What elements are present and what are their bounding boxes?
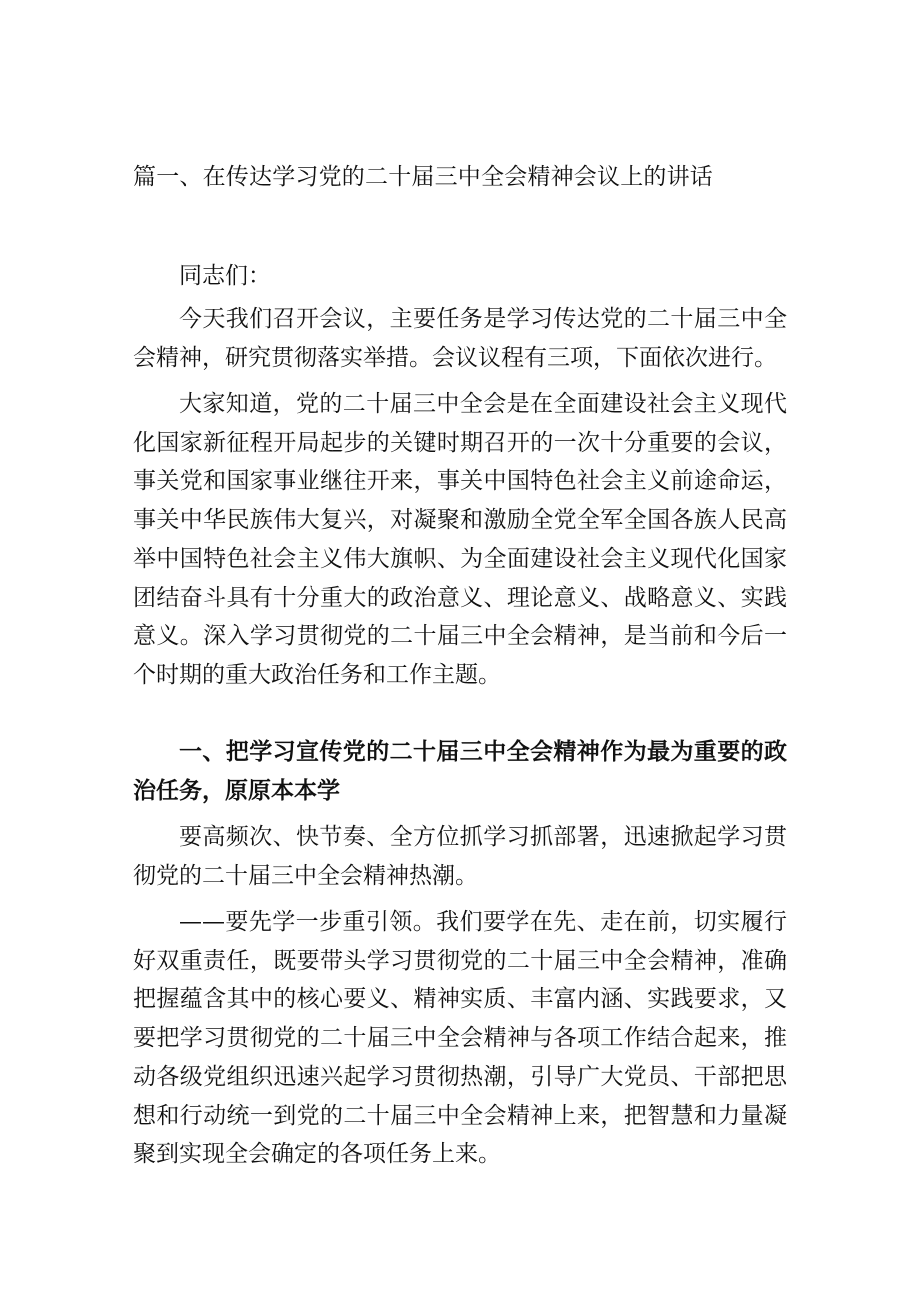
paragraph-lead-first: ——要先学一步重引领。我们要学在先、走在前，切实履行好双重责任，既要带头学习贯彻党的二十届三中全会精神，准确把握蕴含其中的核心要义、精神实质、丰富内涵、实践要求，又要把学习贯彻党的二十届三中全会精神与各项工作结合起来，推动各级党组织迅速兴起学习贯彻热潮，引导广大党员、干部把思想和行动统一到党的二十届三中全会精神上来，把智慧和力量凝聚到实现全会确定的各项任务上来。 — [133, 909, 787, 1168]
document-title: 篇一、在传达学习党的二十届三中全会精神会议上的讲话 — [133, 164, 713, 190]
paragraph-study-deployment: 要高频次、快节奏、全方位抓学习抓部署，迅速掀起学习贯彻党的二十届三中全会精神热潮。 — [133, 824, 787, 889]
paragraph-significance: 大家知道，党的二十届三中全会是在全面建设社会主义现代化国家新征程开局起步的关键时期召开的一次十分重要的会议，事关党和国家事业继往开来，事关中国特色社会主义前途命运，事关中华民族伟大复兴，对凝聚和激励全党全军全国各族人民高举中国特色社会主义伟大旗帜、为全面建设社会主义现代化国家团结奋斗具有十分重大的政治意义、理论意义、战略意义、实践意义。深入学习贯彻党的二十届三中全会精神，是当前和今后一个时期的重大政治任务和工作主题。 — [133, 391, 787, 688]
section-heading: 一、把学习宣传党的二十届三中全会精神作为最为重要的政治任务，原原本本学 — [133, 739, 787, 804]
paragraph-intro: 今天我们召开会议，主要任务是学习传达党的二十届三中全会精神，研究贯彻落实举措。会议议程有三项，下面依次进行。 — [133, 306, 787, 371]
greeting: 同志们： — [179, 263, 271, 289]
